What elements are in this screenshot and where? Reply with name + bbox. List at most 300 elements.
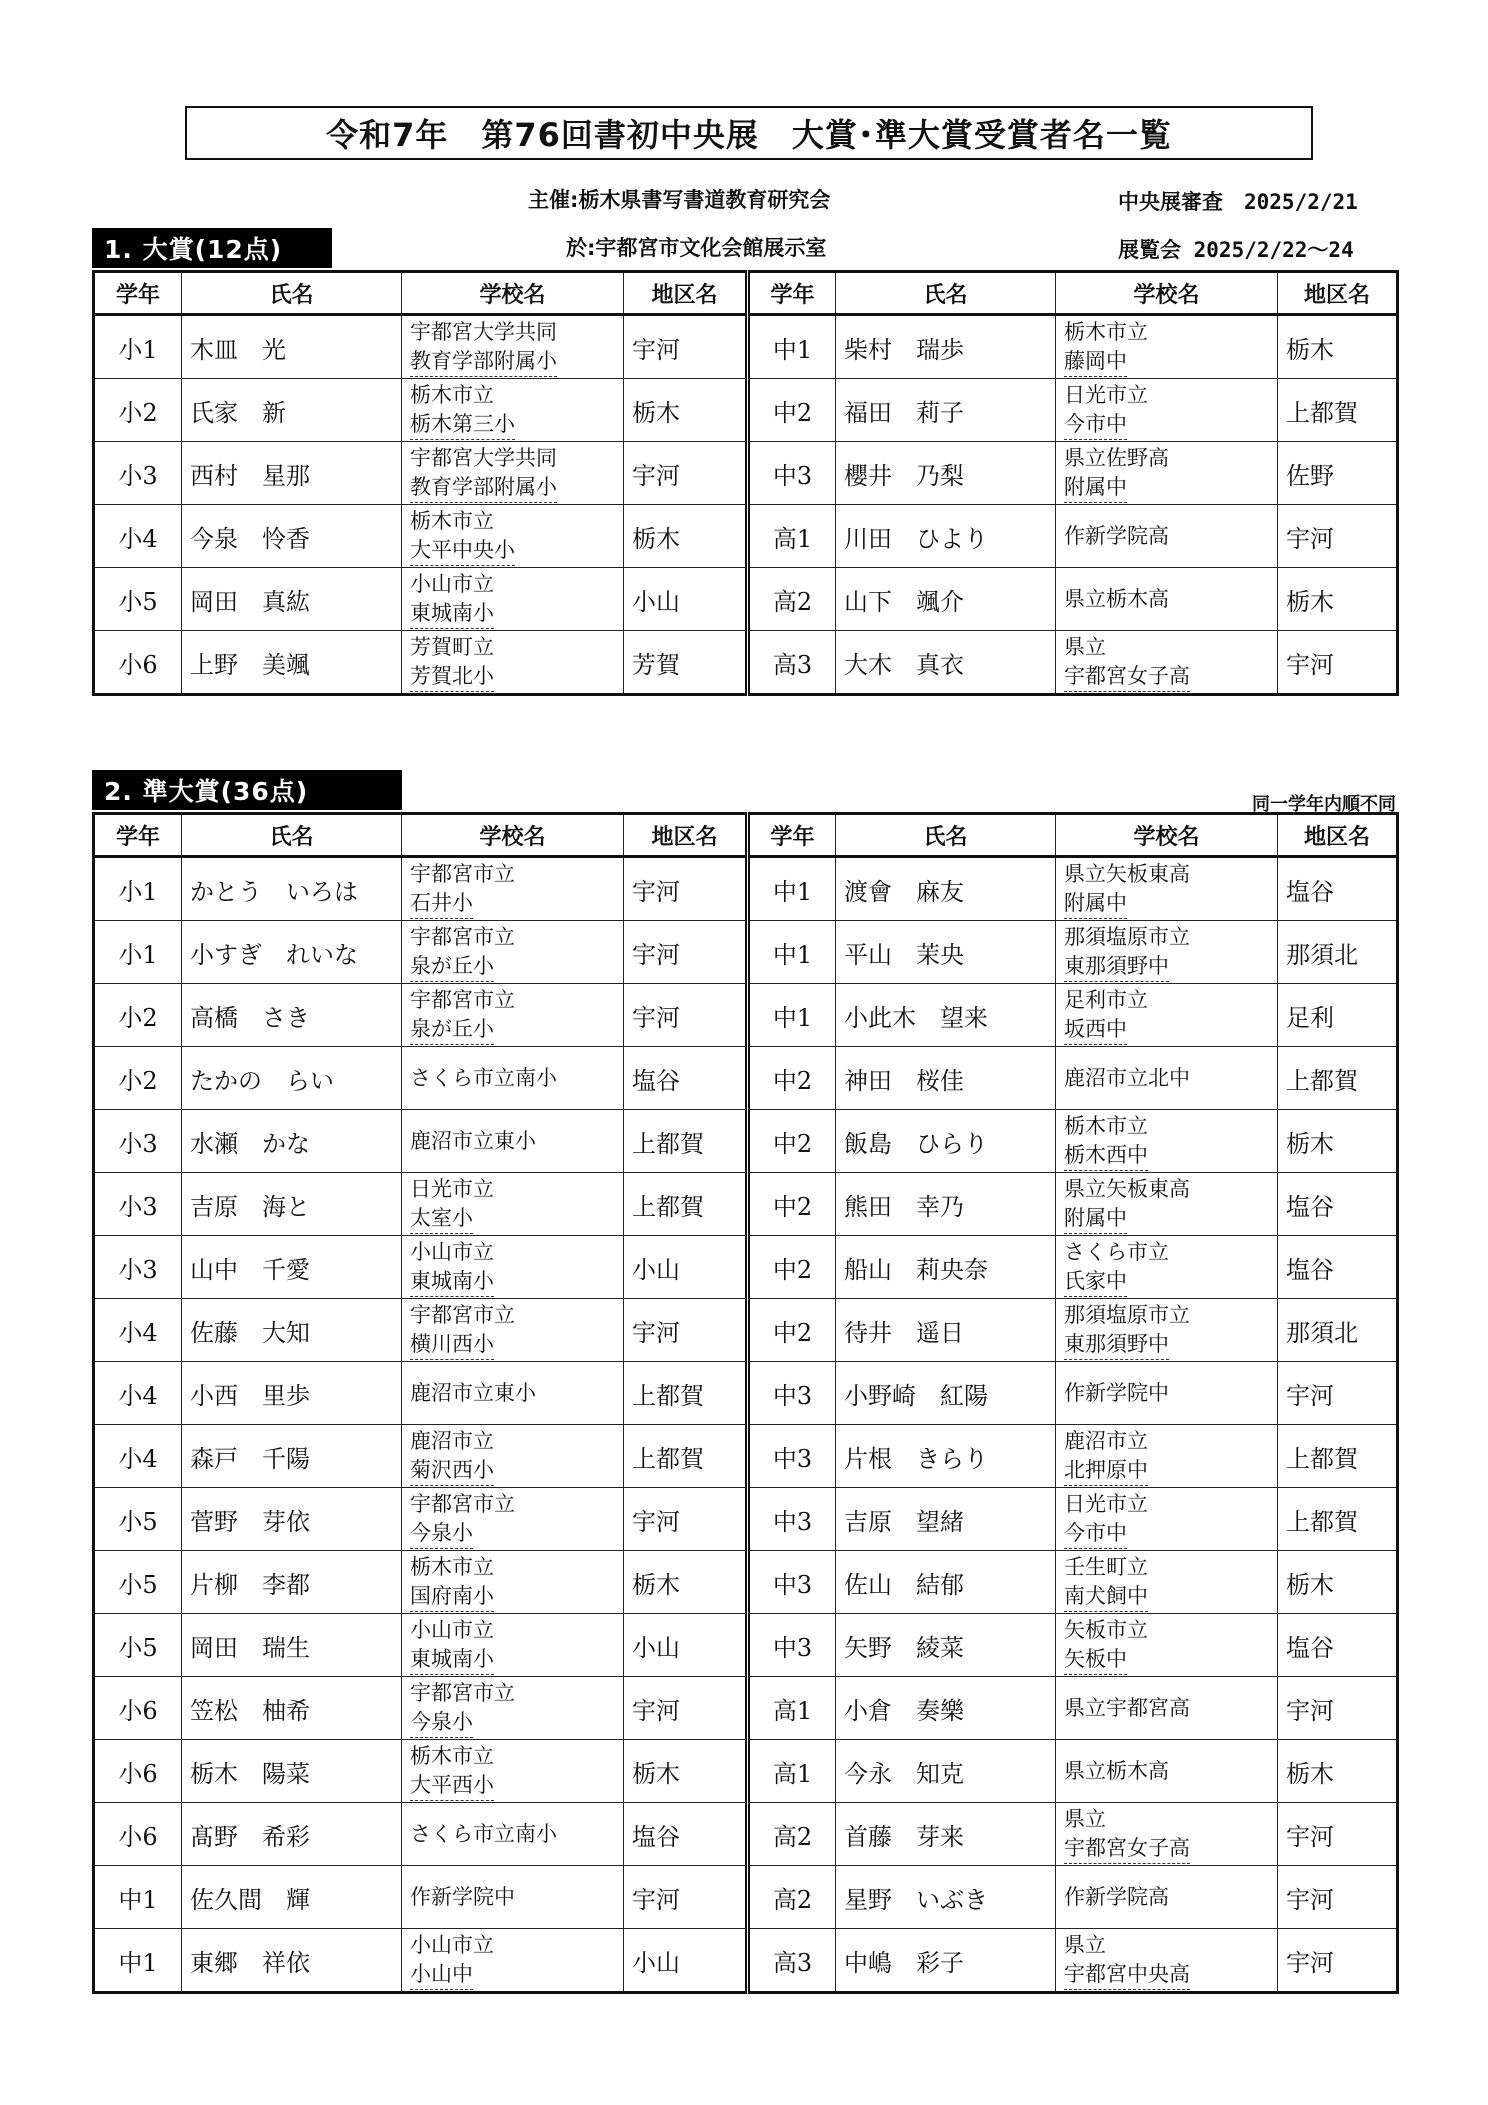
school-line-1: 県立: [1064, 1806, 1106, 1831]
grade-cell: 中2: [748, 1110, 836, 1173]
school-line-2: 東那須野中: [1064, 952, 1169, 982]
school-line-1: 鹿沼市立: [1064, 1428, 1148, 1453]
table-row: [94, 1110, 1398, 1173]
table-row: [94, 568, 1398, 631]
name-cell: 菅野 芽依: [182, 1488, 402, 1551]
name-cell: 飯島 ひらり: [836, 1110, 1056, 1173]
school-line-1: 県立矢板東高: [1064, 1176, 1190, 1201]
name-cell: 小倉 奏樂: [836, 1677, 1056, 1740]
name-cell: 小すぎ れいな: [182, 921, 402, 984]
school-line-1: 日光市立: [1064, 382, 1148, 407]
school-cell: [1056, 379, 1278, 442]
name-cell: 佐久間 輝: [182, 1866, 402, 1929]
school-line-2: 太室小: [410, 1204, 473, 1234]
school-line-1: 作新学院高: [1064, 523, 1169, 548]
district-cell: 塩谷: [1278, 1173, 1398, 1236]
column-header-district: 地区名: [624, 272, 748, 315]
school-cell: [402, 568, 624, 631]
name-cell: 東郷 祥依: [182, 1929, 402, 1993]
district-cell: 宇河: [624, 921, 748, 984]
table-row: [94, 1173, 1398, 1236]
school-line-1: 宇都宮大学共同: [410, 319, 557, 344]
name-cell: かとう いろは: [182, 857, 402, 921]
school-cell: [402, 1362, 624, 1425]
grade-cell: 小4: [94, 1362, 182, 1425]
school-cell: [402, 442, 624, 505]
page-title: 令和7年 第76回書初中央展 大賞･準大賞受賞者名一覧: [185, 106, 1313, 160]
grade-cell: 高1: [748, 1740, 836, 1803]
table-row: [94, 315, 1398, 379]
column-header-school: 学校名: [1056, 272, 1278, 315]
district-cell: 栃木: [624, 1551, 748, 1614]
school-line-1: 宇都宮市立: [410, 924, 515, 949]
grade-cell: 中1: [94, 1929, 182, 1993]
school-line-1: 小山市立: [410, 1617, 494, 1642]
district-cell: 栃木: [1278, 1551, 1398, 1614]
grade-cell: 中3: [748, 442, 836, 505]
school-line-2: 泉が丘小: [410, 952, 494, 982]
column-header-grade: 学年: [94, 272, 182, 315]
school-line-2: 栃木西中: [1064, 1141, 1148, 1171]
school-line-2: 附属中: [1064, 473, 1127, 503]
school-line-1: 小山市立: [410, 1239, 494, 1264]
grade-cell: 小5: [94, 1614, 182, 1677]
school-cell: [402, 505, 624, 568]
district-cell: 宇河: [624, 857, 748, 921]
school-line-2: 今泉小: [410, 1519, 473, 1549]
school-line-1: 作新学院高: [1064, 1884, 1169, 1909]
district-cell: 那須北: [1278, 1299, 1398, 1362]
school-line-2: 附属中: [1064, 889, 1127, 919]
grade-cell: 小2: [94, 984, 182, 1047]
column-header-district: 地区名: [1278, 272, 1398, 315]
name-cell: 小此木 望来: [836, 984, 1056, 1047]
venue-text: 於:宇都宮市文化会館展示室: [566, 236, 827, 260]
school-line-1: 栃木市立: [410, 1743, 494, 1768]
school-line-1: 栃木市立: [1064, 1113, 1148, 1138]
grade-cell: 小6: [94, 1740, 182, 1803]
grade-cell: 中2: [748, 1047, 836, 1110]
school-line-1: 宇都宮市立: [410, 1680, 515, 1705]
school-line-1: さくら市立南小: [410, 1821, 557, 1846]
grade-cell: 高2: [748, 1803, 836, 1866]
district-cell: 宇河: [1278, 1362, 1398, 1425]
column-header-district: 地区名: [1278, 814, 1398, 857]
table-row: [94, 379, 1398, 442]
school-cell: [1056, 1614, 1278, 1677]
school-line-1: 鹿沼市立東小: [410, 1128, 536, 1153]
name-cell: 森戸 千陽: [182, 1425, 402, 1488]
grade-cell: 小1: [94, 857, 182, 921]
school-line-2: 今市中: [1064, 1519, 1127, 1549]
column-header-name: 氏名: [182, 814, 402, 857]
school-line-2: 南犬飼中: [1064, 1582, 1148, 1612]
school-line-2: 今市中: [1064, 410, 1127, 440]
name-cell: 岡田 真紘: [182, 568, 402, 631]
table-row: [94, 505, 1398, 568]
school-cell: [402, 1614, 624, 1677]
school-cell: [1056, 1236, 1278, 1299]
district-cell: 宇河: [624, 984, 748, 1047]
school-line-1: 県立矢板東高: [1064, 861, 1190, 886]
school-line-2: 石井小: [410, 889, 473, 919]
school-cell: [402, 1929, 624, 1993]
column-header-name: 氏名: [836, 272, 1056, 315]
district-cell: 塩谷: [1278, 1236, 1398, 1299]
name-cell: 神田 桜佳: [836, 1047, 1056, 1110]
grade-cell: 中1: [748, 857, 836, 921]
grade-cell: 小3: [94, 442, 182, 505]
district-cell: 栃木: [624, 1740, 748, 1803]
table-row: [94, 1740, 1398, 1803]
school-line-1: 宇都宮市立: [410, 861, 515, 886]
name-cell: 西村 星那: [182, 442, 402, 505]
name-cell: 渡會 麻友: [836, 857, 1056, 921]
grade-cell: 小2: [94, 1047, 182, 1110]
grade-cell: 小5: [94, 1488, 182, 1551]
grade-cell: 小5: [94, 568, 182, 631]
grade-cell: 小5: [94, 1551, 182, 1614]
school-cell: [1056, 1677, 1278, 1740]
school-line-2: 附属中: [1064, 1204, 1127, 1234]
school-line-1: 県立栃木高: [1064, 1758, 1169, 1783]
grade-cell: 中3: [748, 1488, 836, 1551]
school-line-2: 坂西中: [1064, 1015, 1127, 1045]
district-cell: 栃木: [624, 505, 748, 568]
school-cell: [402, 1425, 624, 1488]
school-line-2: 東城南小: [410, 1267, 494, 1297]
school-line-1: 鹿沼市立東小: [410, 1380, 536, 1405]
school-line-1: 県立: [1064, 634, 1106, 659]
name-cell: 水瀬 かな: [182, 1110, 402, 1173]
school-line-2: 矢板中: [1064, 1645, 1127, 1675]
school-cell: [1056, 631, 1278, 695]
school-cell: [1056, 568, 1278, 631]
district-cell: 上都賀: [1278, 1425, 1398, 1488]
district-cell: 宇河: [1278, 1803, 1398, 1866]
school-line-2: 藤岡中: [1064, 347, 1127, 377]
grade-cell: 高2: [748, 568, 836, 631]
grand-prize-table: [92, 270, 1399, 696]
school-cell: [402, 1803, 624, 1866]
district-cell: 那須北: [1278, 921, 1398, 984]
school-cell: [402, 857, 624, 921]
table-row: [94, 1677, 1398, 1740]
school-cell: [1056, 1173, 1278, 1236]
district-cell: 小山: [624, 1614, 748, 1677]
name-cell: 中嶋 彩子: [836, 1929, 1056, 1993]
district-cell: 上都賀: [624, 1173, 748, 1236]
school-line-1: 那須塩原市立: [1064, 924, 1190, 949]
table-row: [94, 1929, 1398, 1993]
district-cell: 塩谷: [624, 1803, 748, 1866]
name-cell: 小西 里歩: [182, 1362, 402, 1425]
table-header-row: [94, 272, 1398, 315]
column-header-grade: 学年: [748, 814, 836, 857]
school-cell: [1056, 1047, 1278, 1110]
table-row: [94, 1047, 1398, 1110]
table-row: [94, 857, 1398, 921]
district-cell: 宇河: [1278, 631, 1398, 695]
grade-cell: 小4: [94, 1299, 182, 1362]
column-header-grade: 学年: [748, 272, 836, 315]
school-line-2: 教育学部附属小: [410, 473, 557, 503]
table-row: [94, 1299, 1398, 1362]
name-cell: 栃木 陽菜: [182, 1740, 402, 1803]
school-line-2: 横川西小: [410, 1330, 494, 1360]
grade-cell: 中1: [748, 315, 836, 379]
organizer-text: 主催:栃木県書写書道教育研究会: [528, 188, 831, 212]
table-row: [94, 442, 1398, 505]
order-note: 同一学年内順不同: [1252, 794, 1396, 815]
school-line-1: 小山市立: [410, 571, 494, 596]
school-cell: [1056, 505, 1278, 568]
school-cell: [402, 1866, 624, 1929]
district-cell: 栃木: [624, 379, 748, 442]
table-row: [94, 1488, 1398, 1551]
name-cell: たかの らい: [182, 1047, 402, 1110]
school-cell: [402, 1299, 624, 1362]
school-line-2: 国府南小: [410, 1582, 494, 1612]
grade-cell: 中3: [748, 1425, 836, 1488]
school-cell: [402, 1677, 624, 1740]
school-line-1: 鹿沼市立: [410, 1428, 494, 1453]
school-line-1: 芳賀町立: [410, 634, 494, 659]
column-header-name: 氏名: [836, 814, 1056, 857]
name-cell: 櫻井 乃梨: [836, 442, 1056, 505]
review-date-text: 中央展審査 2025/2/21: [1118, 190, 1358, 214]
school-cell: [1056, 1362, 1278, 1425]
runner-up-table: [92, 812, 1399, 1994]
district-cell: 宇河: [624, 1866, 748, 1929]
district-cell: 小山: [624, 568, 748, 631]
school-line-2: 東那須野中: [1064, 1330, 1169, 1360]
grade-cell: 小4: [94, 1425, 182, 1488]
school-line-2: 氏家中: [1064, 1267, 1127, 1297]
grade-cell: 高1: [748, 1677, 836, 1740]
name-cell: 吉原 海と: [182, 1173, 402, 1236]
district-cell: 宇河: [624, 1299, 748, 1362]
name-cell: 吉原 望緒: [836, 1488, 1056, 1551]
district-cell: 栃木: [1278, 315, 1398, 379]
name-cell: 岡田 瑞生: [182, 1614, 402, 1677]
school-cell: [402, 1173, 624, 1236]
school-line-1: さくら市立: [1064, 1239, 1169, 1264]
school-cell: [1056, 1551, 1278, 1614]
name-cell: 矢野 綾菜: [836, 1614, 1056, 1677]
name-cell: 佐山 結郁: [836, 1551, 1056, 1614]
school-cell: [402, 1740, 624, 1803]
table-row: [94, 1866, 1398, 1929]
grade-cell: 小1: [94, 921, 182, 984]
table-row: [94, 1236, 1398, 1299]
name-cell: 首藤 芽来: [836, 1803, 1056, 1866]
grade-cell: 中3: [748, 1362, 836, 1425]
school-line-2: 東城南小: [410, 1645, 494, 1675]
school-line-1: 県立宇都宮高: [1064, 1695, 1190, 1720]
school-cell: [402, 379, 624, 442]
school-line-2: 大平西小: [410, 1771, 494, 1801]
school-cell: [402, 984, 624, 1047]
grade-cell: 中1: [94, 1866, 182, 1929]
district-cell: 宇河: [1278, 505, 1398, 568]
school-line-2: 今泉小: [410, 1708, 473, 1738]
school-line-1: 宇都宮大学共同: [410, 445, 557, 470]
grade-cell: 中2: [748, 1299, 836, 1362]
school-line-1: 矢板市立: [1064, 1617, 1148, 1642]
section-label-grand-prize: 1. 大賞(12点): [92, 228, 332, 268]
district-cell: 上都賀: [1278, 1488, 1398, 1551]
section-label-runner-up: 2. 準大賞(36点): [92, 770, 402, 810]
grade-cell: 小4: [94, 505, 182, 568]
grade-cell: 中3: [748, 1614, 836, 1677]
name-cell: 上野 美颯: [182, 631, 402, 695]
grade-cell: 小6: [94, 631, 182, 695]
school-cell: [1056, 1740, 1278, 1803]
name-cell: 高橋 さき: [182, 984, 402, 1047]
school-cell: [1056, 921, 1278, 984]
district-cell: 宇河: [624, 1677, 748, 1740]
district-cell: 上都賀: [624, 1425, 748, 1488]
grade-cell: 小3: [94, 1236, 182, 1299]
school-cell: [1056, 442, 1278, 505]
district-cell: 塩谷: [1278, 1614, 1398, 1677]
column-header-school: 学校名: [402, 272, 624, 315]
name-cell: 船山 莉央奈: [836, 1236, 1056, 1299]
school-line-1: 県立佐野高: [1064, 445, 1169, 470]
district-cell: 塩谷: [624, 1047, 748, 1110]
district-cell: 小山: [624, 1929, 748, 1993]
name-cell: 山中 千愛: [182, 1236, 402, 1299]
district-cell: 塩谷: [1278, 857, 1398, 921]
school-cell: [1056, 1488, 1278, 1551]
district-cell: 宇河: [1278, 1677, 1398, 1740]
grade-cell: 中1: [748, 984, 836, 1047]
table-row: [94, 1614, 1398, 1677]
name-cell: 福田 莉子: [836, 379, 1056, 442]
column-header-school: 学校名: [402, 814, 624, 857]
name-cell: 星野 いぶき: [836, 1866, 1056, 1929]
district-cell: 宇河: [624, 1488, 748, 1551]
school-line-1: 栃木市立: [410, 382, 494, 407]
school-line-1: 壬生町立: [1064, 1554, 1148, 1579]
grade-cell: 中2: [748, 379, 836, 442]
grade-cell: 高1: [748, 505, 836, 568]
school-cell: [402, 1047, 624, 1110]
column-header-name: 氏名: [182, 272, 402, 315]
grade-cell: 小3: [94, 1110, 182, 1173]
grade-cell: 小6: [94, 1677, 182, 1740]
table-row: [94, 1425, 1398, 1488]
name-cell: 小野崎 紅陽: [836, 1362, 1056, 1425]
district-cell: 上都賀: [624, 1110, 748, 1173]
name-cell: 片根 きらり: [836, 1425, 1056, 1488]
grade-cell: 高3: [748, 631, 836, 695]
column-header-district: 地区名: [624, 814, 748, 857]
school-cell: [1056, 1803, 1278, 1866]
table-row: [94, 1551, 1398, 1614]
column-header-school: 学校名: [1056, 814, 1278, 857]
table-row: [94, 631, 1398, 695]
name-cell: 熊田 幸乃: [836, 1173, 1056, 1236]
district-cell: 足利: [1278, 984, 1398, 1047]
grade-cell: 中2: [748, 1236, 836, 1299]
school-line-1: 那須塩原市立: [1064, 1302, 1190, 1327]
grade-cell: 高2: [748, 1866, 836, 1929]
grade-cell: 小6: [94, 1803, 182, 1866]
name-cell: 山下 颯介: [836, 568, 1056, 631]
school-line-1: 栃木市立: [1064, 319, 1148, 344]
grade-cell: 中1: [748, 921, 836, 984]
table-row: [94, 1362, 1398, 1425]
grade-cell: 高3: [748, 1929, 836, 1993]
school-cell: [1056, 1299, 1278, 1362]
school-line-2: 北押原中: [1064, 1456, 1148, 1486]
name-cell: 柴村 瑞歩: [836, 315, 1056, 379]
school-line-1: 県立: [1064, 1932, 1106, 1957]
school-line-2: 宇都宮女子高: [1064, 662, 1190, 692]
table-row: [94, 921, 1398, 984]
school-cell: [402, 1551, 624, 1614]
school-line-1: 日光市立: [1064, 1491, 1148, 1516]
table-row: [94, 984, 1398, 1047]
school-line-1: 宇都宮市立: [410, 1302, 515, 1327]
district-cell: 佐野: [1278, 442, 1398, 505]
school-line-2: 小山中: [410, 1960, 473, 1990]
name-cell: 今永 知克: [836, 1740, 1056, 1803]
school-line-1: 栃木市立: [410, 508, 494, 533]
school-cell: [1056, 984, 1278, 1047]
school-line-1: 作新学院中: [1064, 1380, 1169, 1405]
name-cell: 片柳 李都: [182, 1551, 402, 1614]
school-line-2: 芳賀北小: [410, 662, 494, 692]
school-cell: [1056, 1110, 1278, 1173]
district-cell: 栃木: [1278, 568, 1398, 631]
grade-cell: 小2: [94, 379, 182, 442]
district-cell: 栃木: [1278, 1110, 1398, 1173]
school-cell: [402, 315, 624, 379]
table-row: [94, 1803, 1398, 1866]
school-cell: [402, 921, 624, 984]
school-line-2: 東城南小: [410, 599, 494, 629]
name-cell: 笠松 柚希: [182, 1677, 402, 1740]
grade-cell: 中3: [748, 1551, 836, 1614]
name-cell: 大木 真衣: [836, 631, 1056, 695]
grade-cell: 中2: [748, 1173, 836, 1236]
school-line-1: 足利市立: [1064, 987, 1148, 1012]
name-cell: 氏家 新: [182, 379, 402, 442]
exhibition-date-text: 展覧会 2025/2/22～24: [1118, 238, 1354, 262]
school-line-1: 鹿沼市立北中: [1064, 1065, 1190, 1090]
school-cell: [1056, 1425, 1278, 1488]
school-line-1: 栃木市立: [410, 1554, 494, 1579]
school-line-1: 宇都宮市立: [410, 987, 515, 1012]
name-cell: 川田 ひより: [836, 505, 1056, 568]
name-cell: 髙野 希彩: [182, 1803, 402, 1866]
school-line-2: 宇都宮女子高: [1064, 1834, 1190, 1864]
district-cell: 宇河: [1278, 1929, 1398, 1993]
school-line-1: 日光市立: [410, 1176, 494, 1201]
school-line-1: さくら市立南小: [410, 1065, 557, 1090]
name-cell: 今泉 怜香: [182, 505, 402, 568]
school-line-1: 作新学院中: [410, 1884, 515, 1909]
grade-cell: 小1: [94, 315, 182, 379]
school-line-2: 大平中央小: [410, 536, 515, 566]
school-line-2: 教育学部附属小: [410, 347, 557, 377]
school-line-2: 泉が丘小: [410, 1015, 494, 1045]
district-cell: 上都賀: [624, 1362, 748, 1425]
district-cell: 小山: [624, 1236, 748, 1299]
